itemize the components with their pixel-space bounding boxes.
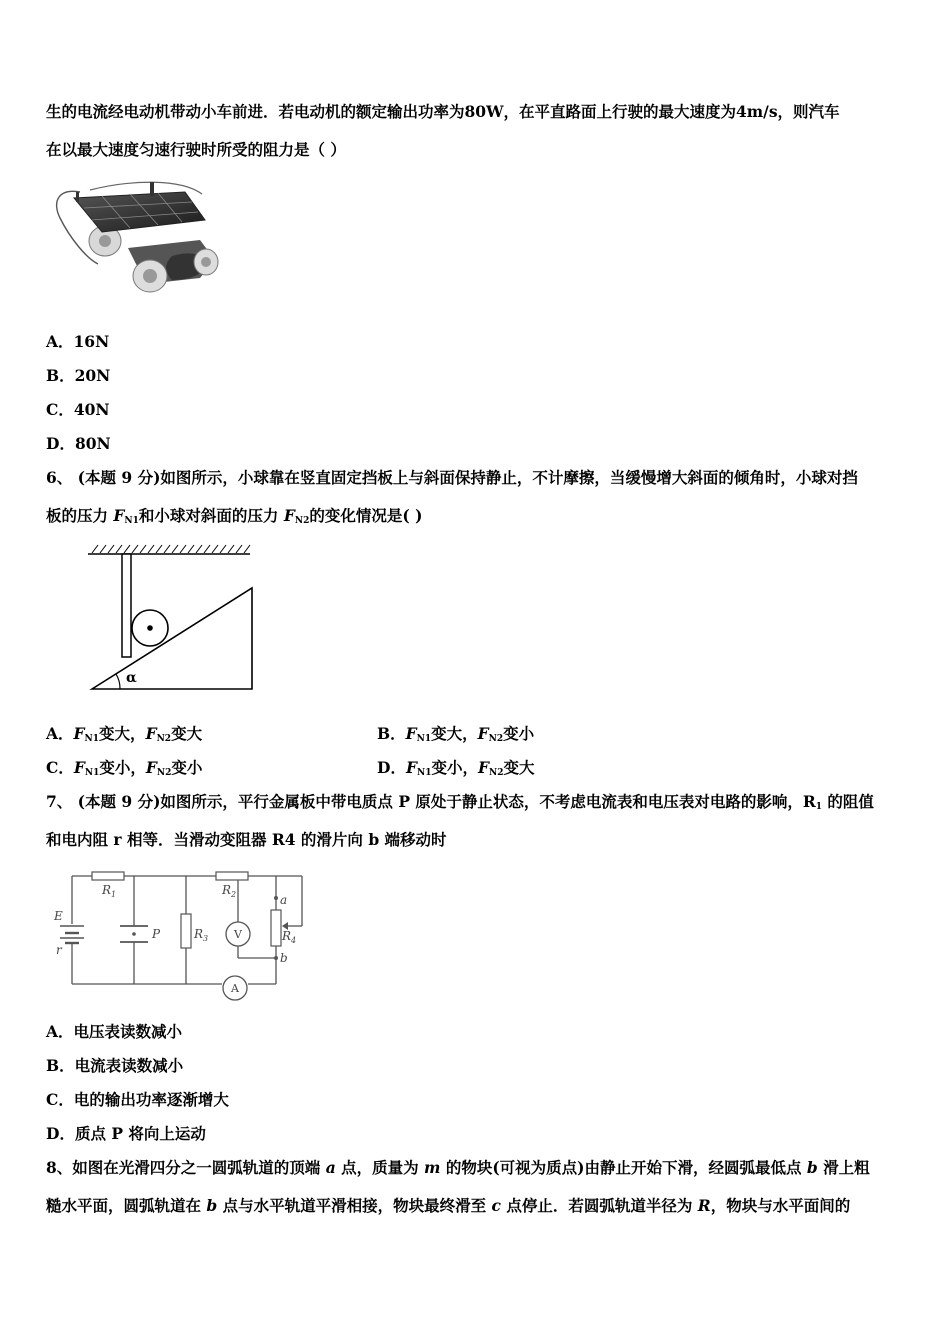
q5-option-c: C．40N	[46, 400, 110, 419]
q5-line-1: 生的电流经电动机带动小车前进．若电动机的额定输出功率为80W，在平直路面上行驶的最大速度为4m/s，则汽车	[46, 102, 840, 121]
q8-line-1: 8、如图在光滑四分之一圆弧轨道的顶端 a 点，质量为 m 的物块(可视为质点)由静止开始下滑，经圆弧最低点 b 滑上粗	[46, 1158, 870, 1177]
voltmeter-label: V	[234, 928, 242, 941]
q8-line-2: 糙水平面，圆弧轨道在 b 点与水平轨道平滑相接，物块最终滑至 c 点停止．若圆弧轨道半径为 R，物块与水平面间的	[46, 1196, 851, 1215]
q5-option-b: B．20N	[46, 366, 111, 385]
label-r: r	[56, 943, 62, 957]
incline-ball-figure	[84, 540, 256, 692]
label-R3: $R_3$	[194, 927, 209, 943]
q6-line-1: 6、 (本题 9 分)如图所示，小球靠在竖直固定挡板上与斜面保持静止，不计摩擦，当缓慢增大斜面的倾角时，小球对挡	[46, 468, 858, 487]
label-b: b	[280, 951, 288, 965]
q6-option-a: A．$F_{N1}$变大，$F_{N2}$变大	[46, 724, 203, 744]
ammeter-label: A	[231, 982, 239, 995]
label-R2: $R_2$	[222, 883, 237, 899]
label-P: P	[152, 927, 161, 941]
q5-line-2: 在以最大速度匀速行驶时所受的阻力是（ ）	[46, 140, 346, 159]
q7-option-a: A．电压表读数减小	[46, 1022, 183, 1041]
q7-option-b: B．电流表读数减小	[46, 1056, 184, 1075]
q6-option-b: B．$F_{N1}$变大，$F_{N2}$变小	[377, 724, 535, 744]
solar-car-figure	[50, 178, 225, 296]
q6-option-c: C．$F_{N1}$变小，$F_{N2}$变小	[46, 758, 203, 778]
q7-line-1: 7、 (本题 9 分)如图所示，平行金属板中带电质点 P 原处于静止状态，不考虑电流表和电压表对电路的影响，$R_1$ 的阻值	[46, 792, 874, 812]
alpha-label: α	[126, 670, 137, 686]
q6-option-d: D．$F_{N1}$变小，$F_{N2}$变大	[377, 758, 535, 778]
label-R1: $R_1$	[102, 883, 117, 899]
q7-line-2: 和电内阻 r 相等．当滑动变阻器 R4 的滑片向 b 端移动时	[46, 830, 447, 849]
q5-option-a: A．16N	[46, 332, 110, 351]
q5-option-d: D．80N	[46, 434, 111, 453]
label-a: a	[280, 893, 288, 907]
circuit-figure	[50, 866, 308, 1004]
q7-option-c: C．电的输出功率逐渐增大	[46, 1090, 229, 1109]
label-R4: $R_4$	[282, 929, 297, 945]
q7-option-d: D．质点 P 将向上运动	[46, 1124, 206, 1143]
label-E: E	[54, 909, 63, 923]
q6-line-2: 板的压力 $F_{N1}$和小球对斜面的压力 $F_{N2}$的变化情况是( )	[46, 506, 423, 526]
